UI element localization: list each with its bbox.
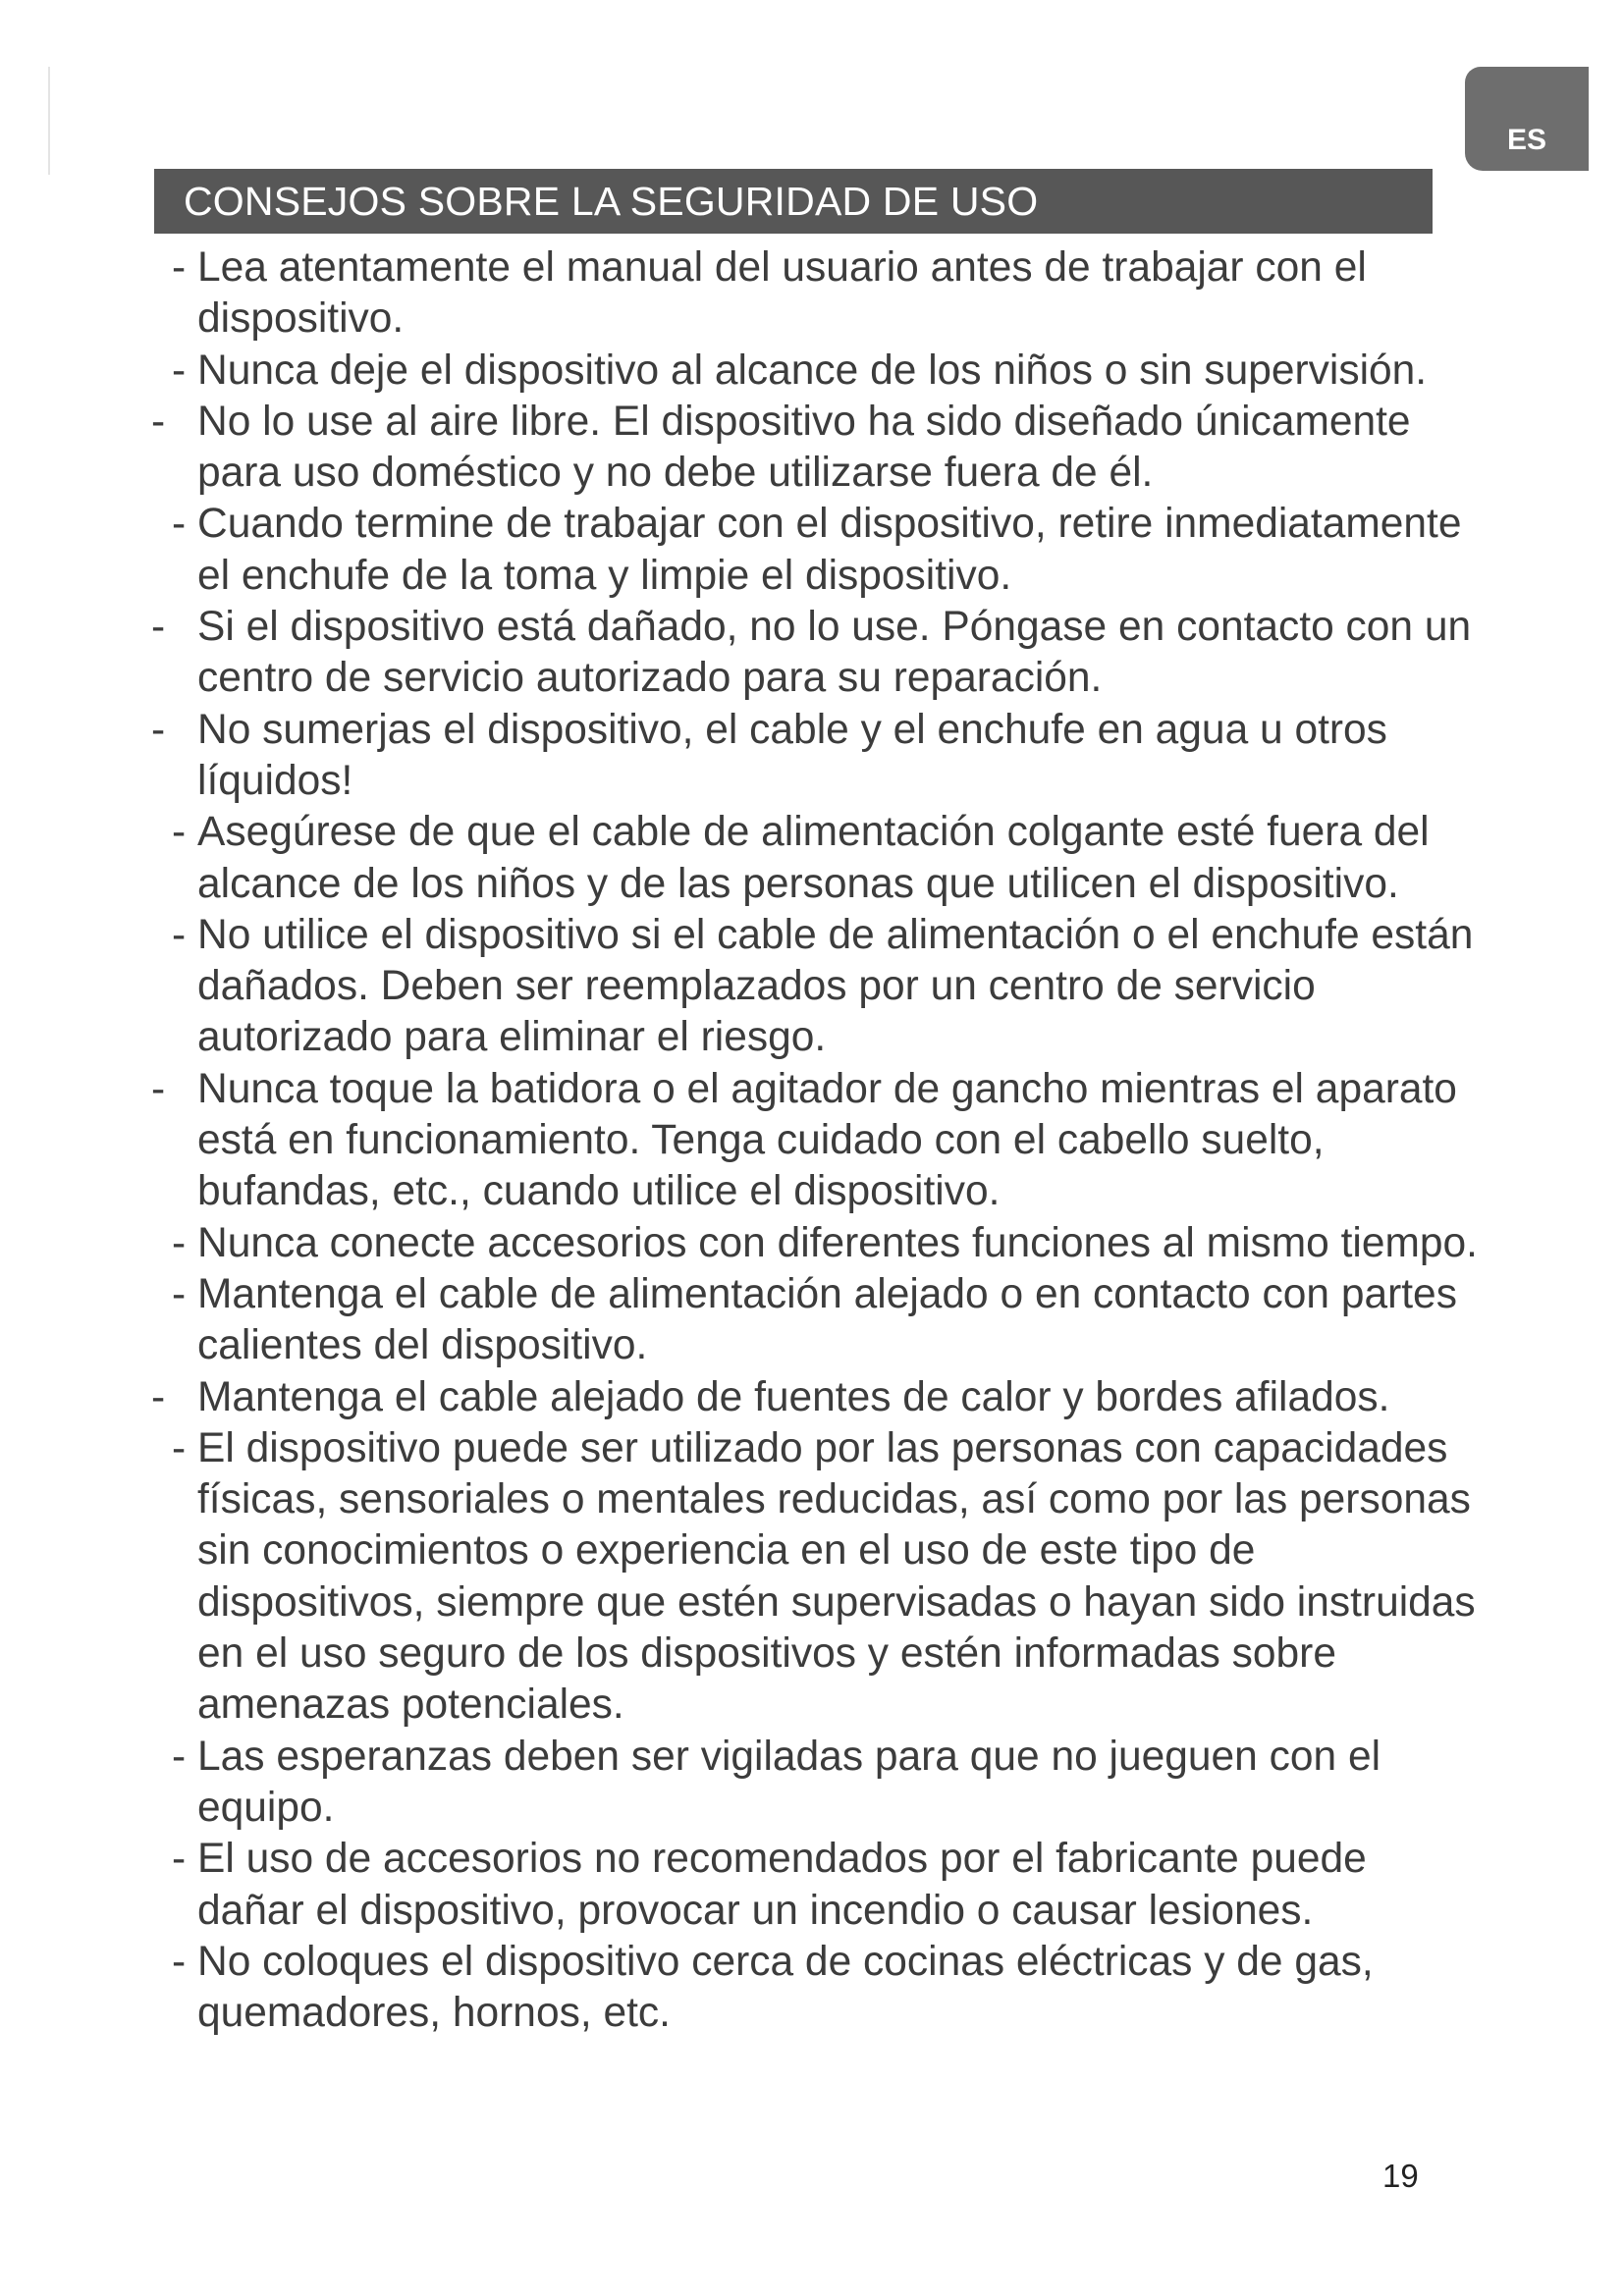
list-item-text: Nunca deje el dispositivo al alcance de los niños o sin supervisión. [197,347,1428,394]
list-bullet-dash: - [172,1424,187,1471]
list-item [147,1732,1483,1835]
list-item [147,1372,1483,1423]
list-bullet-dash: - [172,1938,187,1985]
list-item [147,346,1483,397]
list-item [147,499,1483,602]
language-tab-label: ES [1506,124,1547,156]
list-bullet-dash: - [172,809,187,856]
list-item [147,1218,1483,1269]
list-bullet-dash: - [172,347,187,394]
list-item-text: Lea atentamente el manual del usuario antes de trabajar con el dispositivo. [197,244,1367,343]
list-item-text: Las esperanzas deben ser vigiladas para que no jueguen con el equipo. [197,1733,1381,1831]
list-bullet-dash: - [172,1219,187,1266]
list-item [147,397,1483,500]
list-item [147,1423,1483,1732]
list-bullet-dash: - [172,501,187,548]
list-item [147,602,1483,705]
list-item-text: No coloques el dispositivo cerca de cocinas eléctricas y de gas, quemadores, hornos, etc. [197,1938,1374,2037]
safety-rules-list [147,242,1483,2039]
list-bullet-dash: - [151,604,166,651]
list-item-text: El uso de accesorios no recomendados por el fabricante puede dañar el dispositivo, provocar un incendio o causar lesiones. [197,1836,1367,1934]
page-number: 19 [1382,2158,1419,2194]
list-bullet-dash: - [172,244,187,291]
section-title-text: CONSEJOS SOBRE LA SEGURIDAD DE USO [184,179,1039,224]
list-item [147,910,1483,1064]
list-bullet-dash: - [172,1733,187,1780]
list-item-text: No utilice el dispositivo si el cable de alimentación o el enchufe están dañados. Deben ser reemplazados por un centro de servicio autorizado para eliminar el riesgo. [197,911,1474,1061]
list-item-text: Si el dispositivo está dañado, no lo use. Póngase en contacto con un centro de servicio autorizado para su reparación. [197,604,1472,702]
list-item-text: Mantenga el cable de alimentación alejado o en contacto con partes calientes del dispositivo. [197,1270,1457,1369]
list-item-text: El dispositivo puede ser utilizado por las personas con capacidades físicas, sensoriales o mentales reducidas, así como por las personas sin conocimientos o experiencia en el uso de este tipo de dispositivos, siempre que estén supervisadas o hayan sido instruidas en el uso seguro de los dispositivos y estén informadas sobre amenazas potenciales. [197,1424,1476,1729]
list-item-text: No lo use al aire libre. El dispositivo ha sido diseñado únicamente para uso doméstico y no debe utilizarse fuera de él. [197,398,1411,497]
list-bullet-dash: - [151,1065,166,1112]
margin-rule [48,67,50,175]
list-bullet-dash: - [151,706,166,753]
list-bullet-dash: - [172,1270,187,1317]
list-item-text: Asegúrese de que el cable de alimentación colgante esté fuera del alcance de los niños y de las personas que utilicen el dispositivo. [197,809,1430,907]
list-item-text: Nunca toque la batidora o el agitador de gancho mientras el aparato está en funcionamiento. Tenga cuidado con el cabello suelto, bufandas, etc., cuando utilice el dispositivo. [197,1065,1457,1215]
list-item-text: Cuando termine de trabajar con el dispositivo, retire inmediatamente el enchufe de la toma y limpie el dispositivo. [197,501,1462,599]
list-bullet-dash: - [172,911,187,958]
list-bullet-dash: - [172,1836,187,1883]
list-item [147,705,1483,808]
section-title [154,169,1433,234]
list-item-text: Nunca conecte accesorios con diferentes funciones al mismo tiempo. [197,1219,1478,1266]
list-item [147,1064,1483,1218]
list-item [147,1937,1483,2040]
list-item [147,1269,1483,1372]
list-item-text: Mantenga el cable alejado de fuentes de calor y bordes afilados. [197,1373,1390,1420]
list-item [147,807,1483,910]
list-item [147,1834,1483,1937]
list-bullet-dash: - [151,398,166,445]
list-item [147,242,1483,346]
list-item-text: No sumerjas el dispositivo, el cable y el enchufe en agua u otros líquidos! [197,706,1387,804]
list-bullet-dash: - [151,1373,166,1420]
language-tab [1465,67,1589,171]
